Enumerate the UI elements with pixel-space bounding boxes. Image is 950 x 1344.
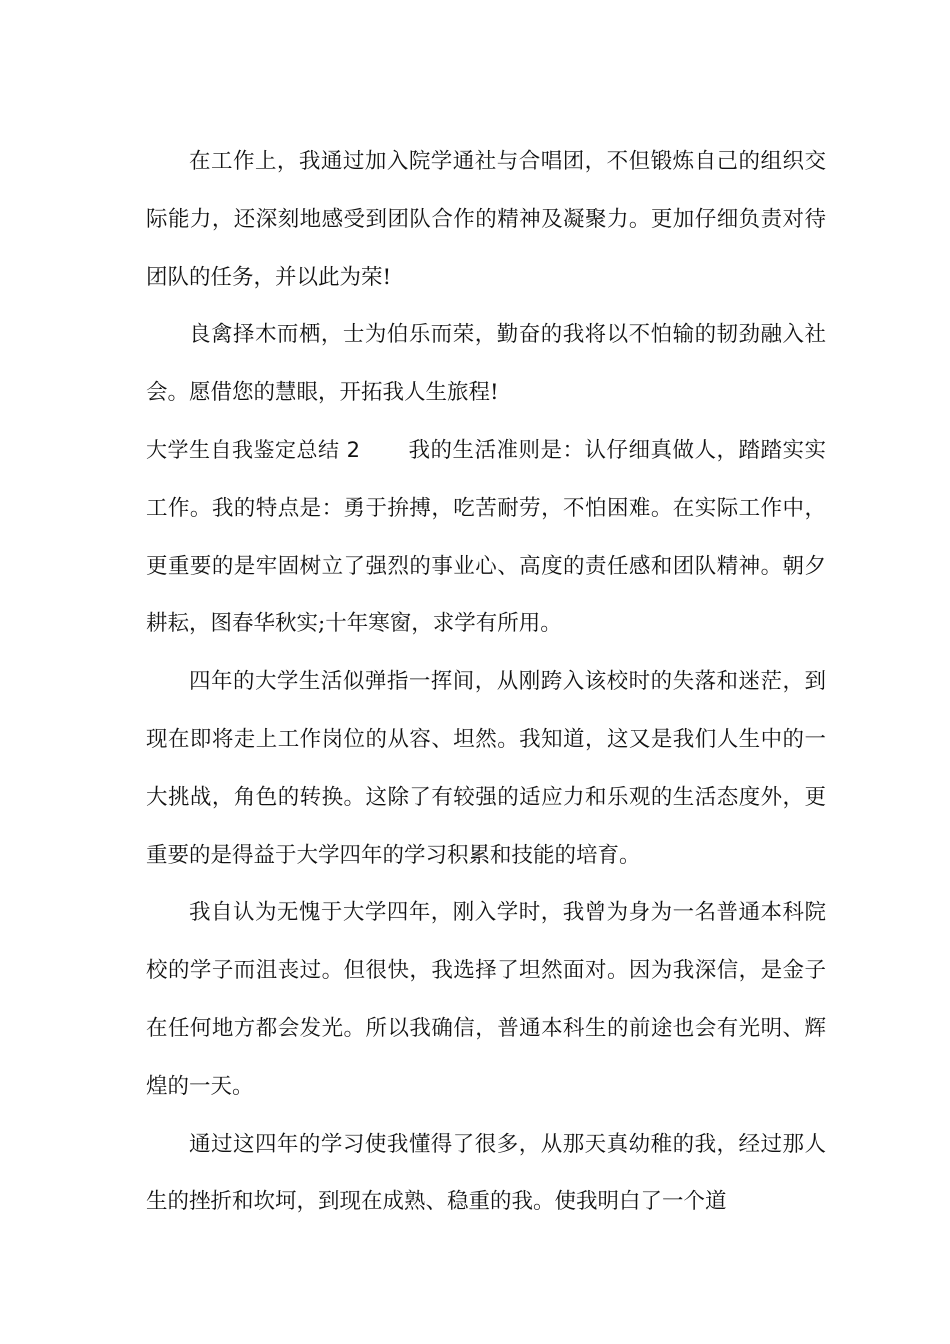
section-first-paragraph-text: 我的生活准则是：认仔细真做人，踏踏实实工作。我的特点是：勇于拚搏，吃苦耐劳，不怕困难。在实际工作中，更重要的是牢固树立了强烈的事业心、高度的责任感和团队精神。朝夕耕耘，图春华秋实;十年寒窗，求学有所用。 bbox=[146, 437, 826, 637]
paragraph-learning: 通过这四年的学习使我懂得了很多，从那天真幼稚的我，经过那人生的挫折和坎坷，到现在成熟、稳重的我。使我明白了一个道 bbox=[146, 1131, 826, 1215]
paragraph-work: 在工作上，我通过加入院学通社与合唱团，不但锻炼自己的组织交际能力，还深刻地感受到团队合作的精神及凝聚力。更加仔细负责对待团队的任务，并以此为荣! bbox=[146, 149, 826, 290]
section-heading: 大学生自我鉴定总结 2 bbox=[146, 437, 361, 462]
paragraph-self-assessment: 我自认为无愧于大学四年，刚入学时，我曾为身为一名普通本科院校的学子而沮丧过。但很快，我选择了坦然面对。因为我深信，是金子在任何地方都会发光。所以我确信，普通本科生的前途也会有光明、辉煌的一天。 bbox=[146, 900, 826, 1099]
paragraph-four-years: 四年的大学生活似弹指一挥间，从刚跨入该校时的失落和迷茫，到现在即将走上工作岗位的从容、坦然。我知道，这又是我们人生中的一大挑战，角色的转换。这除了有较强的适应力和乐观的生活态度外，更重要的是得益于大学四年的学习积累和技能的培育。 bbox=[146, 669, 826, 868]
section-first-paragraph bbox=[146, 422, 826, 653]
document-body bbox=[146, 133, 826, 1231]
paragraph-closing: 良禽择木而栖，士为伯乐而荣，勤奋的我将以不怕输的韧劲融入社会。愿借您的慧眼，开拓我人生旅程! bbox=[146, 322, 826, 406]
